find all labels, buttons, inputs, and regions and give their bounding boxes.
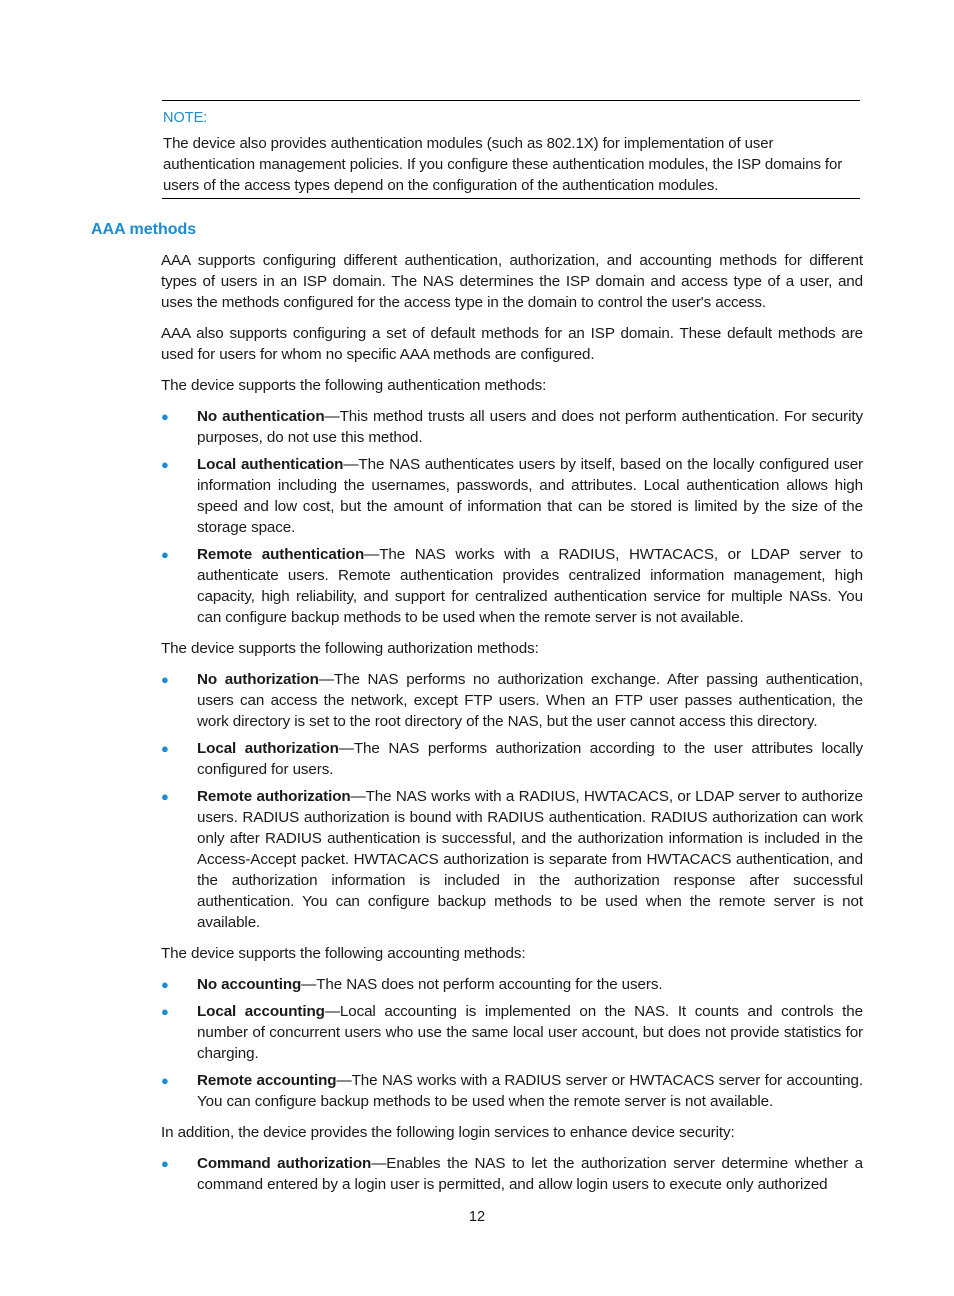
bullet-icon: ● — [161, 1073, 169, 1088]
bullet-term: Command authorization — [197, 1155, 372, 1172]
bullet-desc: —This method trusts all users and does not perform authentication. For security purposes, do not use this method. — [197, 408, 863, 446]
bullet-icon: ● — [161, 977, 169, 992]
list-item — [161, 1001, 863, 1064]
bullet-term: Remote authorization — [197, 788, 351, 805]
bullet-term: Local authorization — [197, 740, 339, 757]
note-label: NOTE: — [163, 110, 208, 126]
list-item — [161, 786, 863, 933]
bullet-icon: ● — [161, 789, 169, 804]
bullet-term: No accounting — [197, 976, 302, 993]
bullet-desc: —The NAS performs no authorization exchange. After passing authentication, users can access the network, except FTP users. When an FTP user passes authentication, the work directory is set to the root directory of the NAS, but the user cannot access this directory. — [197, 671, 863, 730]
bullet-desc: —The NAS works with a RADIUS, HWTACACS, or LDAP server to authorize users. RADIUS authorization is bound with RADIUS authentication. RADIUS authorization can work only after RADIUS authentication is successful, and the authorization information is included in the Access-Accept packet. HWTACACS authorization is separate from HWTACACS authentication, and the authorization information is included in the authorization response after successful authentication. You can configure backup methods to be used when the remote server is not available. — [197, 788, 863, 931]
bullet-icon: ● — [161, 1004, 169, 1019]
list-item — [161, 669, 863, 732]
login-services-list — [161, 1153, 863, 1195]
list-item — [161, 454, 863, 538]
section-content — [161, 250, 863, 1205]
bullet-icon: ● — [161, 409, 169, 424]
intro-paragraph: AAA supports configuring different authentication, authorization, and accounting methods for different types of users in an ISP domain. The NAS determines the ISP domain and access type of a user, and uses the methods configured for the access type in the domain to control the user's access. — [161, 252, 863, 311]
list-item — [161, 544, 863, 628]
bullet-term: Remote accounting — [197, 1072, 337, 1089]
bullet-icon: ● — [161, 1156, 169, 1171]
bullet-icon: ● — [161, 741, 169, 756]
bullet-term: Local authentication — [197, 456, 344, 473]
bullet-term: No authentication — [197, 408, 325, 425]
list-item — [161, 1070, 863, 1112]
intro-paragraph: AAA also supports configuring a set of default methods for an ISP domain. These default methods are used for users for whom no specific AAA methods are configured. — [161, 325, 863, 363]
authentication-lead: The device supports the following authentication methods: — [161, 377, 547, 394]
bullet-desc: —The NAS works with a RADIUS server or HWTACACS server for accounting. You can configure backup methods to be used when the remote server is not available. — [197, 1072, 863, 1110]
bullet-term: Remote authentication — [197, 546, 365, 563]
bullet-icon: ● — [161, 547, 169, 562]
accounting-list — [161, 974, 863, 1112]
login-services-lead: In addition, the device provides the following login services to enhance device security: — [161, 1124, 735, 1141]
bullet-term: Local accounting — [197, 1003, 325, 1020]
bullet-desc: —The NAS works with a RADIUS, HWTACACS, or LDAP server to authenticate users. Remote authentication provides centralized information management, high capacity, high reliability, and support for centralized authentication service for multiple NASs. You can configure backup methods to be used when the remote server is not available. — [197, 546, 864, 626]
authentication-list — [161, 406, 863, 628]
bullet-icon: ● — [161, 457, 169, 472]
authorization-lead: The device supports the following authorization methods: — [161, 640, 539, 657]
bullet-term: No authorization — [197, 671, 319, 688]
list-item — [161, 738, 863, 780]
bullet-desc: —Enables the NAS to let the authorization server determine whether a command entered by a login user is permitted, and allow login users to execute only authorized — [197, 1155, 863, 1193]
authorization-list — [161, 669, 863, 933]
bullet-desc: —The NAS performs authorization according to the user attributes locally configured for users. — [197, 740, 863, 778]
accounting-lead: The device supports the following accounting methods: — [161, 945, 526, 962]
note-text: The device also provides authentication modules (such as 802.1X) for implementation of user authentication management policies. If you configure these authentication modules, the ISP domains for users of the access types depend on the configuration of the authentication modules. — [163, 135, 843, 194]
bullet-icon: ● — [161, 672, 169, 687]
section-heading: AAA methods — [91, 221, 197, 238]
note-box — [162, 100, 860, 199]
page-number: 12 — [468, 1209, 486, 1225]
list-item — [161, 1153, 863, 1195]
list-item — [161, 406, 863, 448]
bullet-desc: —The NAS does not perform accounting for the users. — [301, 976, 663, 993]
list-item — [161, 974, 863, 995]
bullet-desc: —The NAS authenticates users by itself, based on the locally configured user information including the usernames, passwords, and attributes. Local authentication allows high speed and low cost, but the amount of information that can be stored is limited by the size of the storage space. — [197, 456, 863, 536]
bullet-desc: —Local accounting is implemented on the NAS. It counts and controls the number of concurrent users who use the same local user account, but does not provide statistics for charging. — [197, 1003, 863, 1062]
